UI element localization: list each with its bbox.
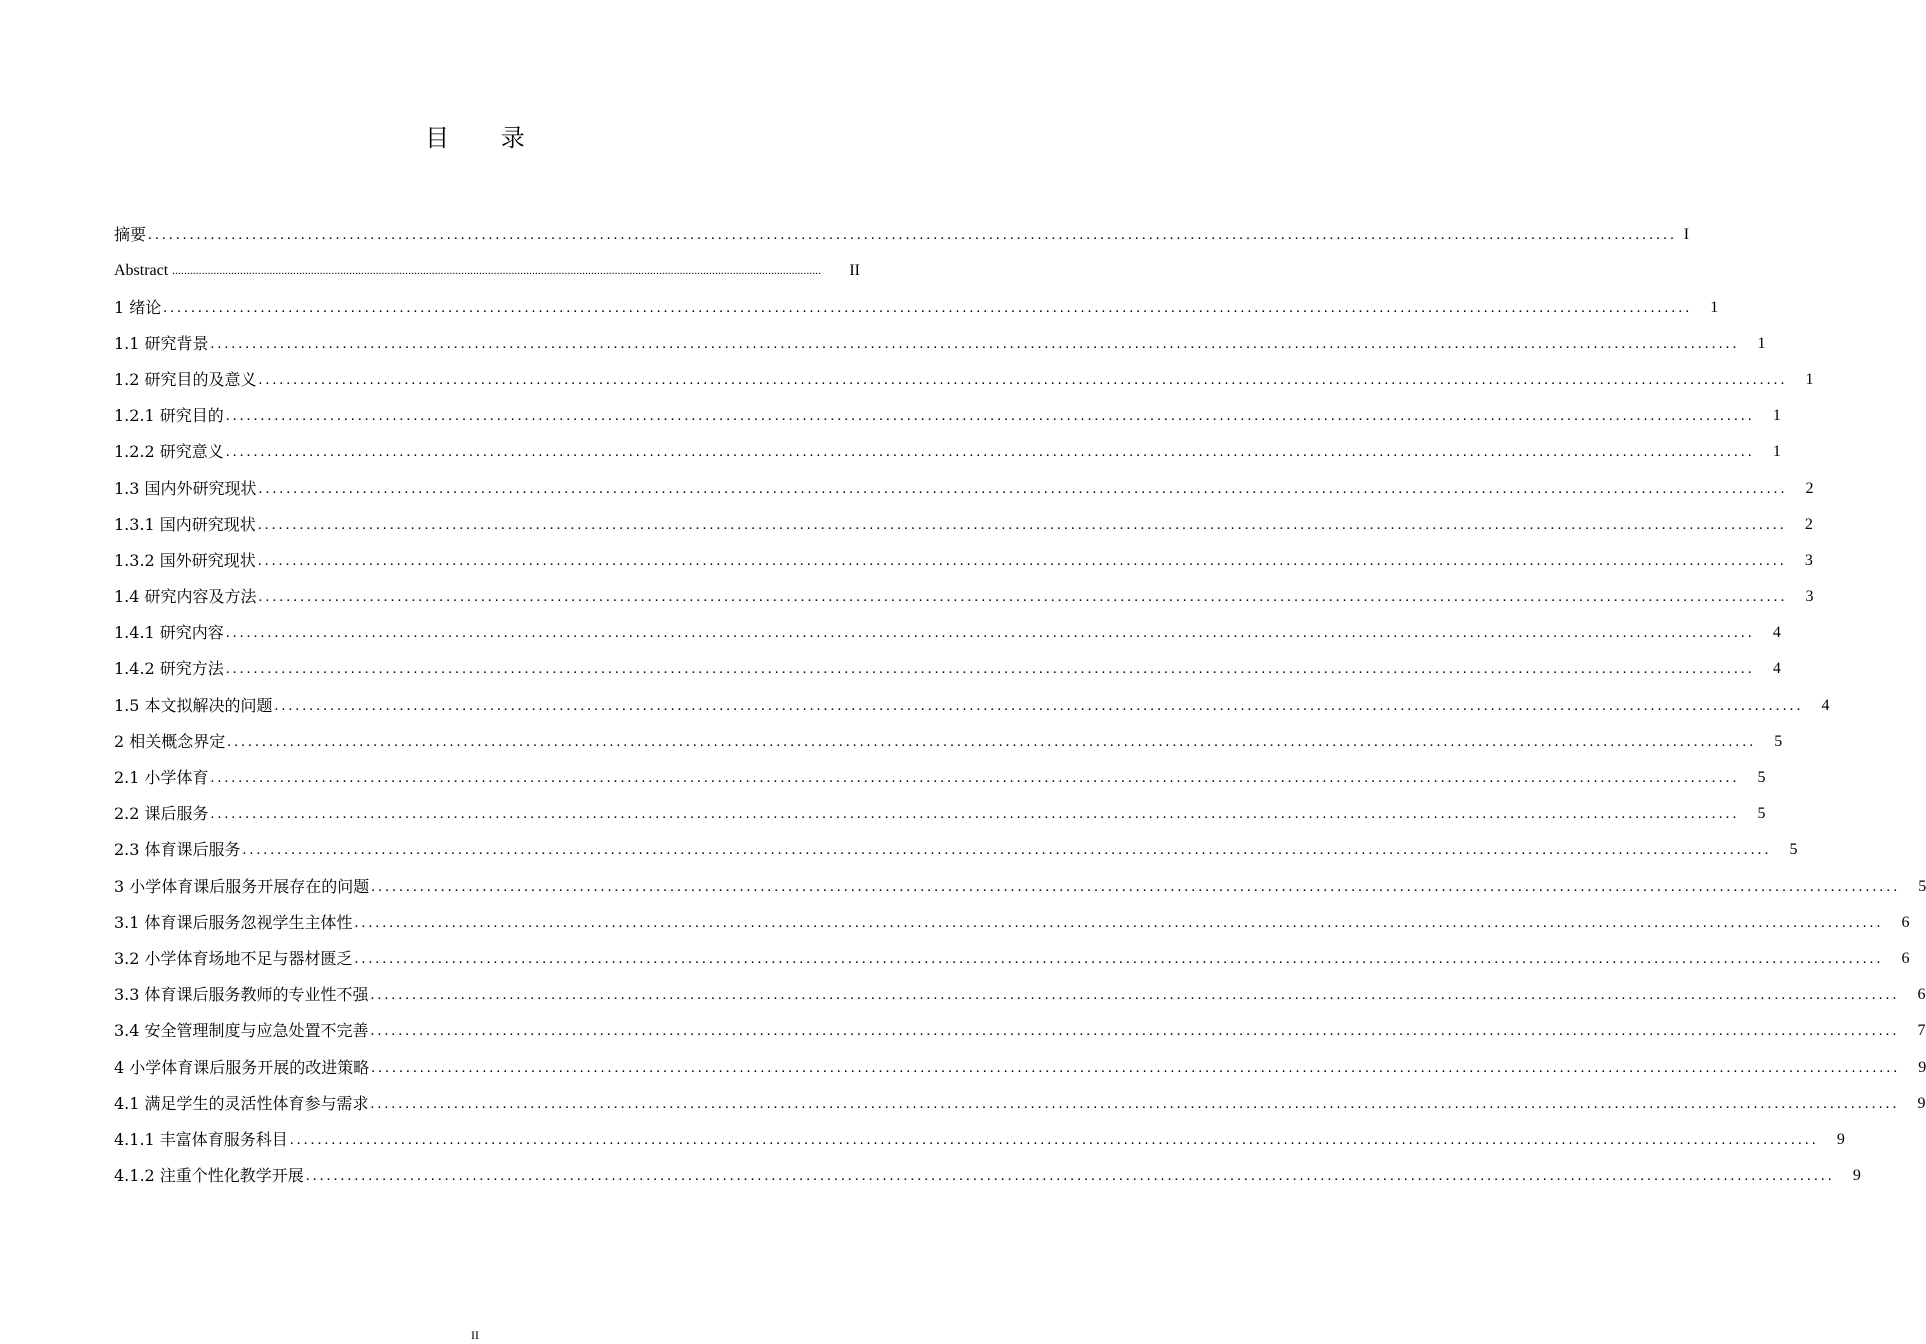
toc-entry-label: 1.2 研究目的及意义 xyxy=(114,369,257,389)
toc-entry-label: 1.1 研究背景 xyxy=(114,333,209,353)
toc-dot-leader: ............................................................................................................................................................................................................................ xyxy=(370,1095,1900,1112)
toc-entry-label: 2.3 体育课后服务 xyxy=(114,840,241,860)
toc-dot-leader: ............................................................................................................................................................................................................................ xyxy=(258,371,1788,388)
toc-entry-label: 2.1 小学体育 xyxy=(114,768,209,787)
toc-entry-page: 1 xyxy=(1805,370,1814,388)
toc-entry-page: 5 xyxy=(1918,877,1926,895)
toc-entry-page: 6 xyxy=(1917,986,1926,1004)
toc-dot-leader: ............................................................................................................................................................................................................................ xyxy=(354,914,1884,931)
toc-dot-leader: ............................................................................................................................................................................................................................ xyxy=(258,480,1788,497)
toc-entry-page: 1 xyxy=(1772,443,1781,461)
toc-entry-page: 5 xyxy=(1774,732,1783,750)
toc-entry-label: 4 小学体育课后服务开展的改进策略 xyxy=(114,1057,370,1077)
toc-entry[interactable] xyxy=(114,933,1910,969)
toc-entry[interactable] xyxy=(114,969,1926,1005)
toc-dot-leader: ............................................................................................................................................................................................................................ xyxy=(274,697,1804,714)
toc-entry[interactable] xyxy=(114,1041,1926,1077)
toc-entry-page: 4 xyxy=(1772,660,1781,678)
toc-entry-label: 1.4 研究内容及方法 xyxy=(114,587,257,607)
toc-entry-page: 2 xyxy=(1804,515,1813,533)
toc-entry-label: 4.1.1 丰富体育服务科目 xyxy=(114,1129,288,1149)
toc-dot-leader: ............................................................................................................................................................................................................................ xyxy=(225,625,1755,642)
toc-entry[interactable] xyxy=(114,354,1814,390)
toc-dot-leader: ............................................................................................................................................................................................................................ xyxy=(227,733,1757,750)
toc-entry-label: 3 小学体育课后服务开展存在的问题 xyxy=(114,876,370,896)
toc-entry[interactable] xyxy=(114,679,1830,715)
toc-dot-leader: ............................................................................................................................................................................................................................ xyxy=(163,299,1693,316)
toc-dot-leader: ............................................................................................................................................................................................................................ xyxy=(210,335,1740,352)
toc-entry-page: 6 xyxy=(1901,949,1910,967)
page-title: 目 录 xyxy=(425,124,547,152)
toc-entry-page: 7 xyxy=(1917,1022,1926,1040)
toc-entry-page: I xyxy=(1683,226,1690,244)
toc-entry[interactable] xyxy=(114,643,1781,679)
toc-entry-label: 3.3 体育课后服务教师的专业性不强 xyxy=(114,985,369,1005)
toc-dot-leader: ............................................................................................................................................................................................................................ xyxy=(257,552,1787,569)
toc-entry[interactable] xyxy=(114,462,1814,498)
toc-entry-page: 6 xyxy=(1901,913,1910,931)
toc-entry-label: 2.2 课后服务 xyxy=(114,804,209,824)
toc-entry[interactable] xyxy=(114,716,1783,752)
toc-entry-page: 1 xyxy=(1772,407,1781,425)
toc-dot-leader: ............................................................................................................................................................................................................................ xyxy=(210,770,1740,786)
toc-dot-leader: ............................................................................................................................................................................................................................ xyxy=(305,1168,1835,1185)
toc-entry-label: 1.3.2 国外研究现状 xyxy=(114,550,256,570)
toc-entry-label: 摘要 xyxy=(114,225,147,245)
toc-entry-label: 1.3.1 国内研究现状 xyxy=(114,514,256,534)
toc-dot-leader: ............................................................................................................................................................................................................................ xyxy=(210,806,1740,823)
toc-entry[interactable] xyxy=(114,1114,1845,1150)
toc-dot-leader: ............................................................................................................................................................................................................................ xyxy=(225,444,1755,461)
toc-entry[interactable] xyxy=(114,499,1813,535)
toc-dot-leader: ............................................................................................................................................................................................................................ xyxy=(289,1131,1819,1148)
toc-entry[interactable] xyxy=(114,1150,1861,1186)
toc-entry[interactable] xyxy=(114,426,1781,462)
toc-entry-label: 1.2.2 研究意义 xyxy=(114,442,224,462)
toc-dot-leader: ............................................................................................................................................................................................................................ xyxy=(257,516,1787,533)
toc-entry[interactable] xyxy=(114,281,1719,317)
toc-dot-leader: ............................................................................................................................................................................................................................ xyxy=(225,408,1755,425)
toc-entry-page: 2 xyxy=(1805,479,1814,497)
toc-entry-label: 1 绪论 xyxy=(114,297,162,317)
toc-entry[interactable] xyxy=(114,318,1766,354)
toc-entry[interactable] xyxy=(114,788,1766,824)
toc-entry-page: 1 xyxy=(1710,298,1719,316)
toc-entry-label: 1.4.1 研究内容 xyxy=(114,623,224,643)
toc-entry-page: II xyxy=(849,262,860,280)
toc-dot-leader: ............................................................................................................................................................................................................................ xyxy=(370,987,1900,1004)
toc-entry-page: 9 xyxy=(1836,1130,1845,1148)
toc-entry[interactable] xyxy=(114,897,1910,933)
toc-entry[interactable] xyxy=(114,752,1766,788)
toc-entry-page: 9 xyxy=(1917,1094,1926,1112)
toc-entry-page: 4 xyxy=(1821,696,1830,714)
toc-entry-label: 1.3 国内外研究现状 xyxy=(114,478,257,498)
toc-dot-leader: ............................................................................................................................................................................................................................ xyxy=(371,878,1901,895)
toc-entry-page: 5 xyxy=(1757,769,1766,786)
toc-entry-label: Abstract xyxy=(114,262,169,280)
toc-entry-page: 5 xyxy=(1757,805,1766,823)
toc-entry[interactable] xyxy=(114,824,1798,860)
toc-entry-page: 1 xyxy=(1757,334,1766,352)
toc-entry-page: 4 xyxy=(1772,624,1781,642)
toc-dot-leader: ............................................................................................................................................................................................................................ xyxy=(258,589,1788,606)
toc-entry-page: 5 xyxy=(1789,841,1798,859)
toc-entry[interactable] xyxy=(114,571,1814,607)
toc-entry-page: 3 xyxy=(1805,588,1814,606)
toc-entry-page: 3 xyxy=(1804,551,1813,569)
toc-dot-leader: ............................................................................................................................................................................................................................ xyxy=(148,227,1678,244)
toc-dot-leader: ............................................................................................................................................................................................................................ xyxy=(242,842,1772,859)
toc-entry-label: 1.5 本文拟解决的问题 xyxy=(114,695,273,715)
toc-entry-label: 3.2 小学体育场地不足与器材匮乏 xyxy=(114,948,353,968)
toc-entry-label: 4.1.2 注重个性化教学开展 xyxy=(114,1166,304,1186)
toc-entry-label: 3.1 体育课后服务忽视学生主体性 xyxy=(114,912,353,932)
toc-entry-label: 4.1 满足学生的灵活性体育参与需求 xyxy=(114,1093,369,1113)
toc-entry-label: 3.4 安全管理制度与应急处置不完善 xyxy=(114,1021,369,1041)
toc-entry-label: 2 相关概念界定 xyxy=(114,731,226,751)
toc-entry[interactable] xyxy=(114,607,1781,643)
toc-entry[interactable] xyxy=(114,1078,1926,1114)
toc-entry-label: 1.2.1 研究目的 xyxy=(114,406,224,426)
toc-dot-leader: ............................................................................................................................................................................................................................ xyxy=(354,950,1884,967)
toc-entry[interactable] xyxy=(114,1005,1926,1041)
toc-entry[interactable] xyxy=(114,535,1813,571)
toc-dot-leader: ............................................................................................................................................................................................................................ xyxy=(225,661,1755,678)
toc-entry-label: 1.4.2 研究方法 xyxy=(114,659,224,679)
table-of-contents xyxy=(114,209,1926,1186)
toc-dot-leader: ............................................................................................................................................................................................................................ xyxy=(172,265,822,278)
page-number-footer: II xyxy=(471,1328,479,1342)
toc-entry[interactable] xyxy=(114,390,1781,426)
toc-entry[interactable] xyxy=(114,209,1690,245)
toc-entry-page: 9 xyxy=(1918,1058,1926,1076)
toc-entry-page: 9 xyxy=(1852,1167,1861,1185)
toc-entry[interactable] xyxy=(114,245,860,281)
toc-entry[interactable] xyxy=(114,860,1926,896)
toc-dot-leader: ............................................................................................................................................................................................................................ xyxy=(371,1059,1901,1076)
toc-dot-leader: ............................................................................................................................................................................................................................ xyxy=(370,1023,1900,1040)
